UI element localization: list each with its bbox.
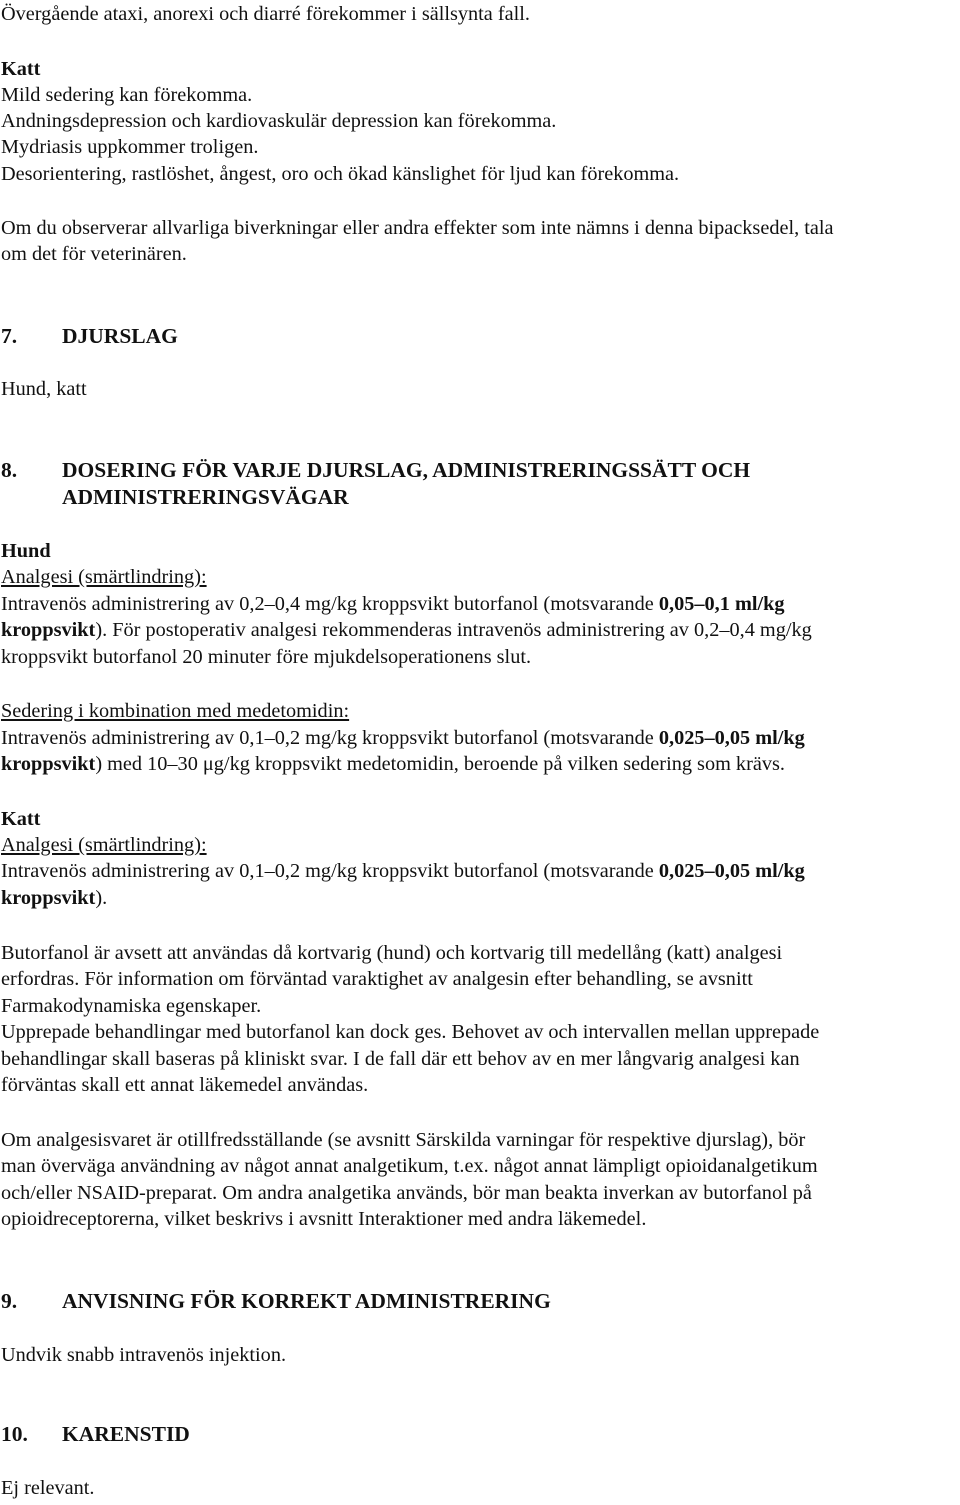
paragraph-line: Farmakodynamiska egenskaper. [1,995,262,1017]
section-8-heading [1,457,750,484]
dosage-bold: kroppsvikt [1,753,96,775]
cat-effects-title: Katt [1,58,41,80]
section-number: 10. [1,1422,28,1446]
dosage-line [1,751,785,778]
dosage-line [1,591,785,618]
dog-sedation-label: Sedering i kombination med medetomidin: [1,700,350,722]
dosage-text: ) med 10–30 μg/kg kroppsvikt medetomidin, beroende på vilken sedering som krävs. [95,753,785,775]
cat-effect-line: Desorientering, rastlöshet, ångest, oro och ökad känslighet för ljud kan förekomma. [1,163,680,185]
section-10-body: Ej relevant. [1,1477,95,1499]
dosage-line: kroppsvikt butorfanol 20 minuter före mjukdelsoperationens slut. [1,646,532,668]
paragraph-line: man överväga användning av något annat analgetikum, t.ex. något annat lämpligt opioidanalgetikum [1,1155,818,1177]
paragraph-line: behandlingar skall baseras på kliniskt svar. I de fall där ett behov av en mer långvarig analgesi kan [1,1048,800,1070]
paragraph-line: Butorfanol är avsett att användas då kortvarig (hund) och kortvarig till medellång (katt) analgesi [1,942,783,964]
section-10-heading [1,1421,190,1448]
paragraph-line: Upprepade behandlingar med butorfanol kan dock ges. Behovet av och intervallen mellan upprepade [1,1021,820,1043]
cat-subtitle: Katt [1,808,41,830]
cat-analgesia-label: Analgesi (smärtlindring): [1,834,207,856]
section-title: ANVISNING FÖR KORREKT ADMINISTRERING [62,1289,551,1313]
section-9-body: Undvik snabb intravenös injektion. [1,1344,287,1366]
section-7-heading [1,323,178,350]
cat-effect-line: Mild sedering kan förekomma. [1,84,253,106]
section-number: 7. [1,324,18,348]
section-number: 9. [1,1289,18,1313]
section-title: DOSERING FÖR VARJE DJURSLAG, ADMINISTRERINGSSÄTT OCH [62,458,751,482]
cat-effect-line: Mydriasis uppkommer troligen. [1,136,259,158]
section-title: KARENSTID [62,1422,190,1446]
dosage-bold: 0,05–0,1 ml/kg [658,593,785,615]
dosage-line [1,617,812,644]
dosage-bold: kroppsvikt [1,887,96,909]
section-number: 8. [1,458,18,482]
dosage-text: Intravenös administrering av 0,1–0,2 mg/kg kroppsvikt butorfanol (motsvarande [1,860,659,882]
dog-subtitle: Hund [1,540,51,562]
section-8-heading-cont: ADMINISTRERINGSVÄGAR [62,485,349,509]
dosage-text: ). För postoperativ analgesi rekommenderas intravenös administrering av 0,2–0,4 mg/kg [95,619,812,641]
dog-analgesia-label: Analgesi (smärtlindring): [1,566,207,588]
paragraph-line: förväntas skall ett annat läkemedel användas. [1,1074,369,1096]
dosage-line [1,858,805,885]
dosage-line [1,885,107,912]
dosage-bold: kroppsvikt [1,619,96,641]
cat-effect-line: Andningsdepression och kardiovaskulär depression kan förekomma. [1,110,557,132]
section-7-body: Hund, katt [1,378,87,400]
intro-line: Övergående ataxi, anorexi och diarré förekommer i sällsynta fall. [1,3,530,25]
paragraph-line: opioidreceptorerna, vilket beskrivs i avsnitt Interaktioner med andra läkemedel. [1,1208,647,1230]
dosage-text: ). [95,887,108,909]
paragraph-line: Om analgesisvaret är otillfredsställande (se avsnitt Särskilda varningar för respektive djurslag), bör [1,1129,806,1151]
section-title: DJURSLAG [62,324,178,348]
paragraph-line: erfordras. För information om förväntad varaktighet av analgesin efter behandling, se avsnitt [1,968,753,990]
dosage-text: Intravenös administrering av 0,2–0,4 mg/kg kroppsvikt butorfanol (motsvarande [1,593,659,615]
report-text: om det för veterinären. [1,243,187,265]
dosage-text: Intravenös administrering av 0,1–0,2 mg/kg kroppsvikt butorfanol (motsvarande [1,727,659,749]
dosage-line [1,725,805,752]
dosage-bold: 0,025–0,05 ml/kg [658,727,805,749]
section-9-heading [1,1288,551,1315]
paragraph-line: och/eller NSAID-preparat. Om andra analgetika används, bör man beakta inverkan av butorfanol på [1,1182,812,1204]
report-text: Om du observerar allvarliga biverkningar eller andra effekter som inte nämns i denna bipacksedel, tala [1,217,834,239]
dosage-bold: 0,025–0,05 ml/kg [658,860,805,882]
